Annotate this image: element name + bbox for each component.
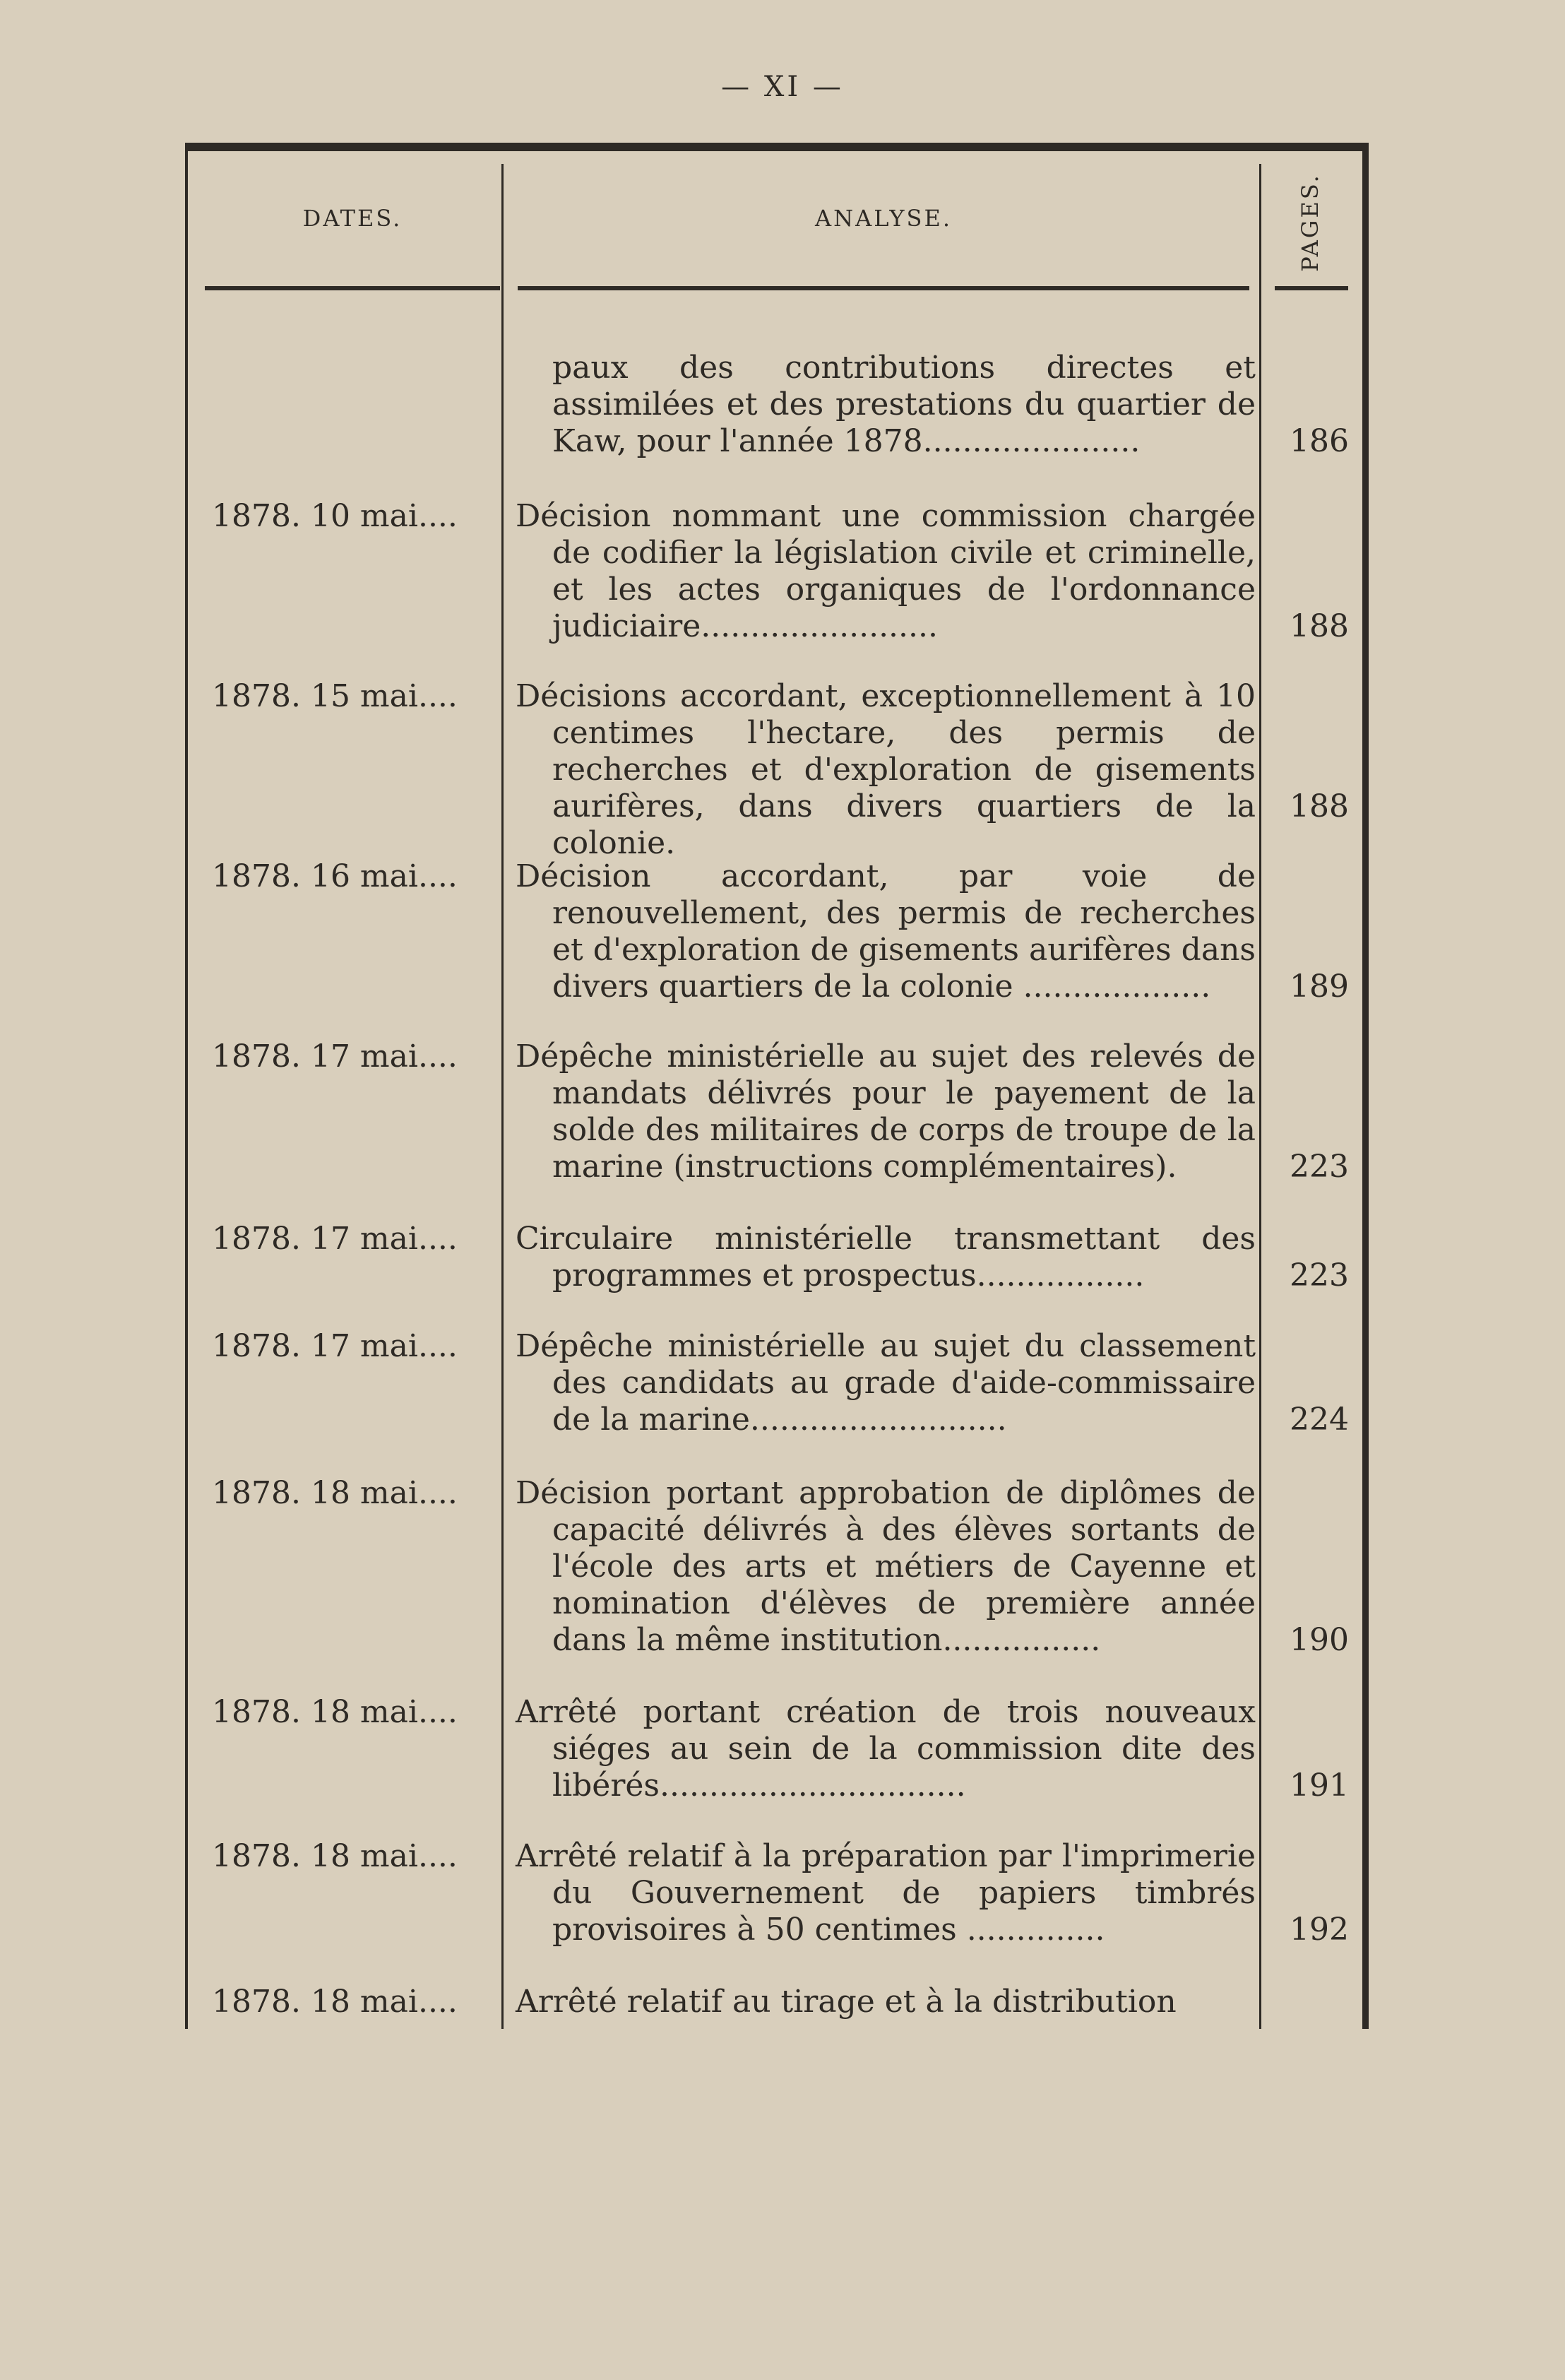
column-divider-dates (501, 164, 504, 2029)
header-pages-label: PAGES. (1297, 173, 1324, 272)
entry-text: Arrêté portant création de trois nouveaux siéges au sein de la commission dite des libérés............................... (516, 1694, 1256, 1804)
entry-page: 190 (1290, 1622, 1349, 1658)
entry-page: 188 (1290, 608, 1349, 644)
entry-text: Dépêche ministérielle au sujet des relevés de mandats délivrés pour le payement de la solde des militaires de corps de troupe de la marine (instructions complémentaires). (516, 1038, 1256, 1185)
entry-text: Arrêté relatif à la préparation par l'imprimerie du Gouvernement de papiers timbrés provisoires à 50 centimes .............. (516, 1838, 1256, 1948)
header-analyse: ANALYSE. (815, 205, 952, 232)
entry-page: 224 (1290, 1402, 1349, 1438)
entry-page: 223 (1290, 1149, 1349, 1185)
entry-date: 1878. 18 mai.... (212, 1984, 458, 2020)
entry-text: Arrêté relatif au tirage et à la distribution (516, 1984, 1177, 2020)
entry-page: 191 (1290, 1768, 1349, 1804)
entry-date: 1878. 15 mai.... (212, 678, 458, 714)
entry-text: Décision accordant, par voie de renouvellement, des permis de recherches et d'exploration de gisements aurifères dans divers quartiers de la colonie ................... (516, 858, 1256, 1005)
entry-text: Dépêche ministérielle au sujet du classement des candidats au grade d'aide-commissaire de la marine.......................... (516, 1328, 1256, 1438)
entry-text: Circulaire ministérielle transmettant des programmes et prospectus................. (516, 1221, 1256, 1293)
header-dates: DATES. (302, 205, 403, 232)
header-pages (1271, 162, 1349, 283)
entry-page: 189 (1290, 969, 1349, 1005)
column-divider-pages (1259, 164, 1261, 2029)
entry-date: 1878. 17 mai.... (212, 1328, 458, 1364)
entry-text: Décision nommant une commission chargée de codifier la législation civile et criminelle, et les actes organiques de l'ordonnance judiciaire........................ (516, 498, 1256, 644)
entry-date: 1878. 18 mai.... (212, 1475, 458, 1511)
page-number: — XI — (721, 71, 844, 103)
entry-page: 192 (1290, 1912, 1349, 1948)
entry-page: 186 (1290, 423, 1349, 459)
entry-date: 1878. 18 mai.... (212, 1838, 458, 1874)
entry-date: 1878. 17 mai.... (212, 1221, 458, 1257)
entry-text: Décision portant approbation de diplômes de capacité délivrés à des élèves sortants de l'école des arts et métiers de Cayenne et nomination d'élèves de première année dans la même institution................ (516, 1475, 1256, 1658)
header-rule-analyse (518, 286, 1249, 290)
entry-page: 188 (1290, 788, 1349, 824)
entry-date: 1878. 16 mai.... (212, 858, 458, 894)
entry-date: 1878. 10 mai.... (212, 498, 458, 534)
entry-text: paux des contributions directes et assimilées et des prestations du quartier de Kaw, pour l'année 1878...................... (552, 350, 1256, 459)
entry-date: 1878. 17 mai.... (212, 1038, 458, 1074)
header-rule-dates (205, 286, 500, 290)
entry-text: Décisions accordant, exceptionnellement à 10 centimes l'hectare, des permis de recherches et d'exploration de gisements aurifères, dans divers quartiers de la colonie. (516, 678, 1256, 861)
entry-page: 223 (1290, 1257, 1349, 1293)
entry-date: 1878. 18 mai.... (212, 1694, 458, 1730)
header-rule-pages (1275, 286, 1348, 290)
